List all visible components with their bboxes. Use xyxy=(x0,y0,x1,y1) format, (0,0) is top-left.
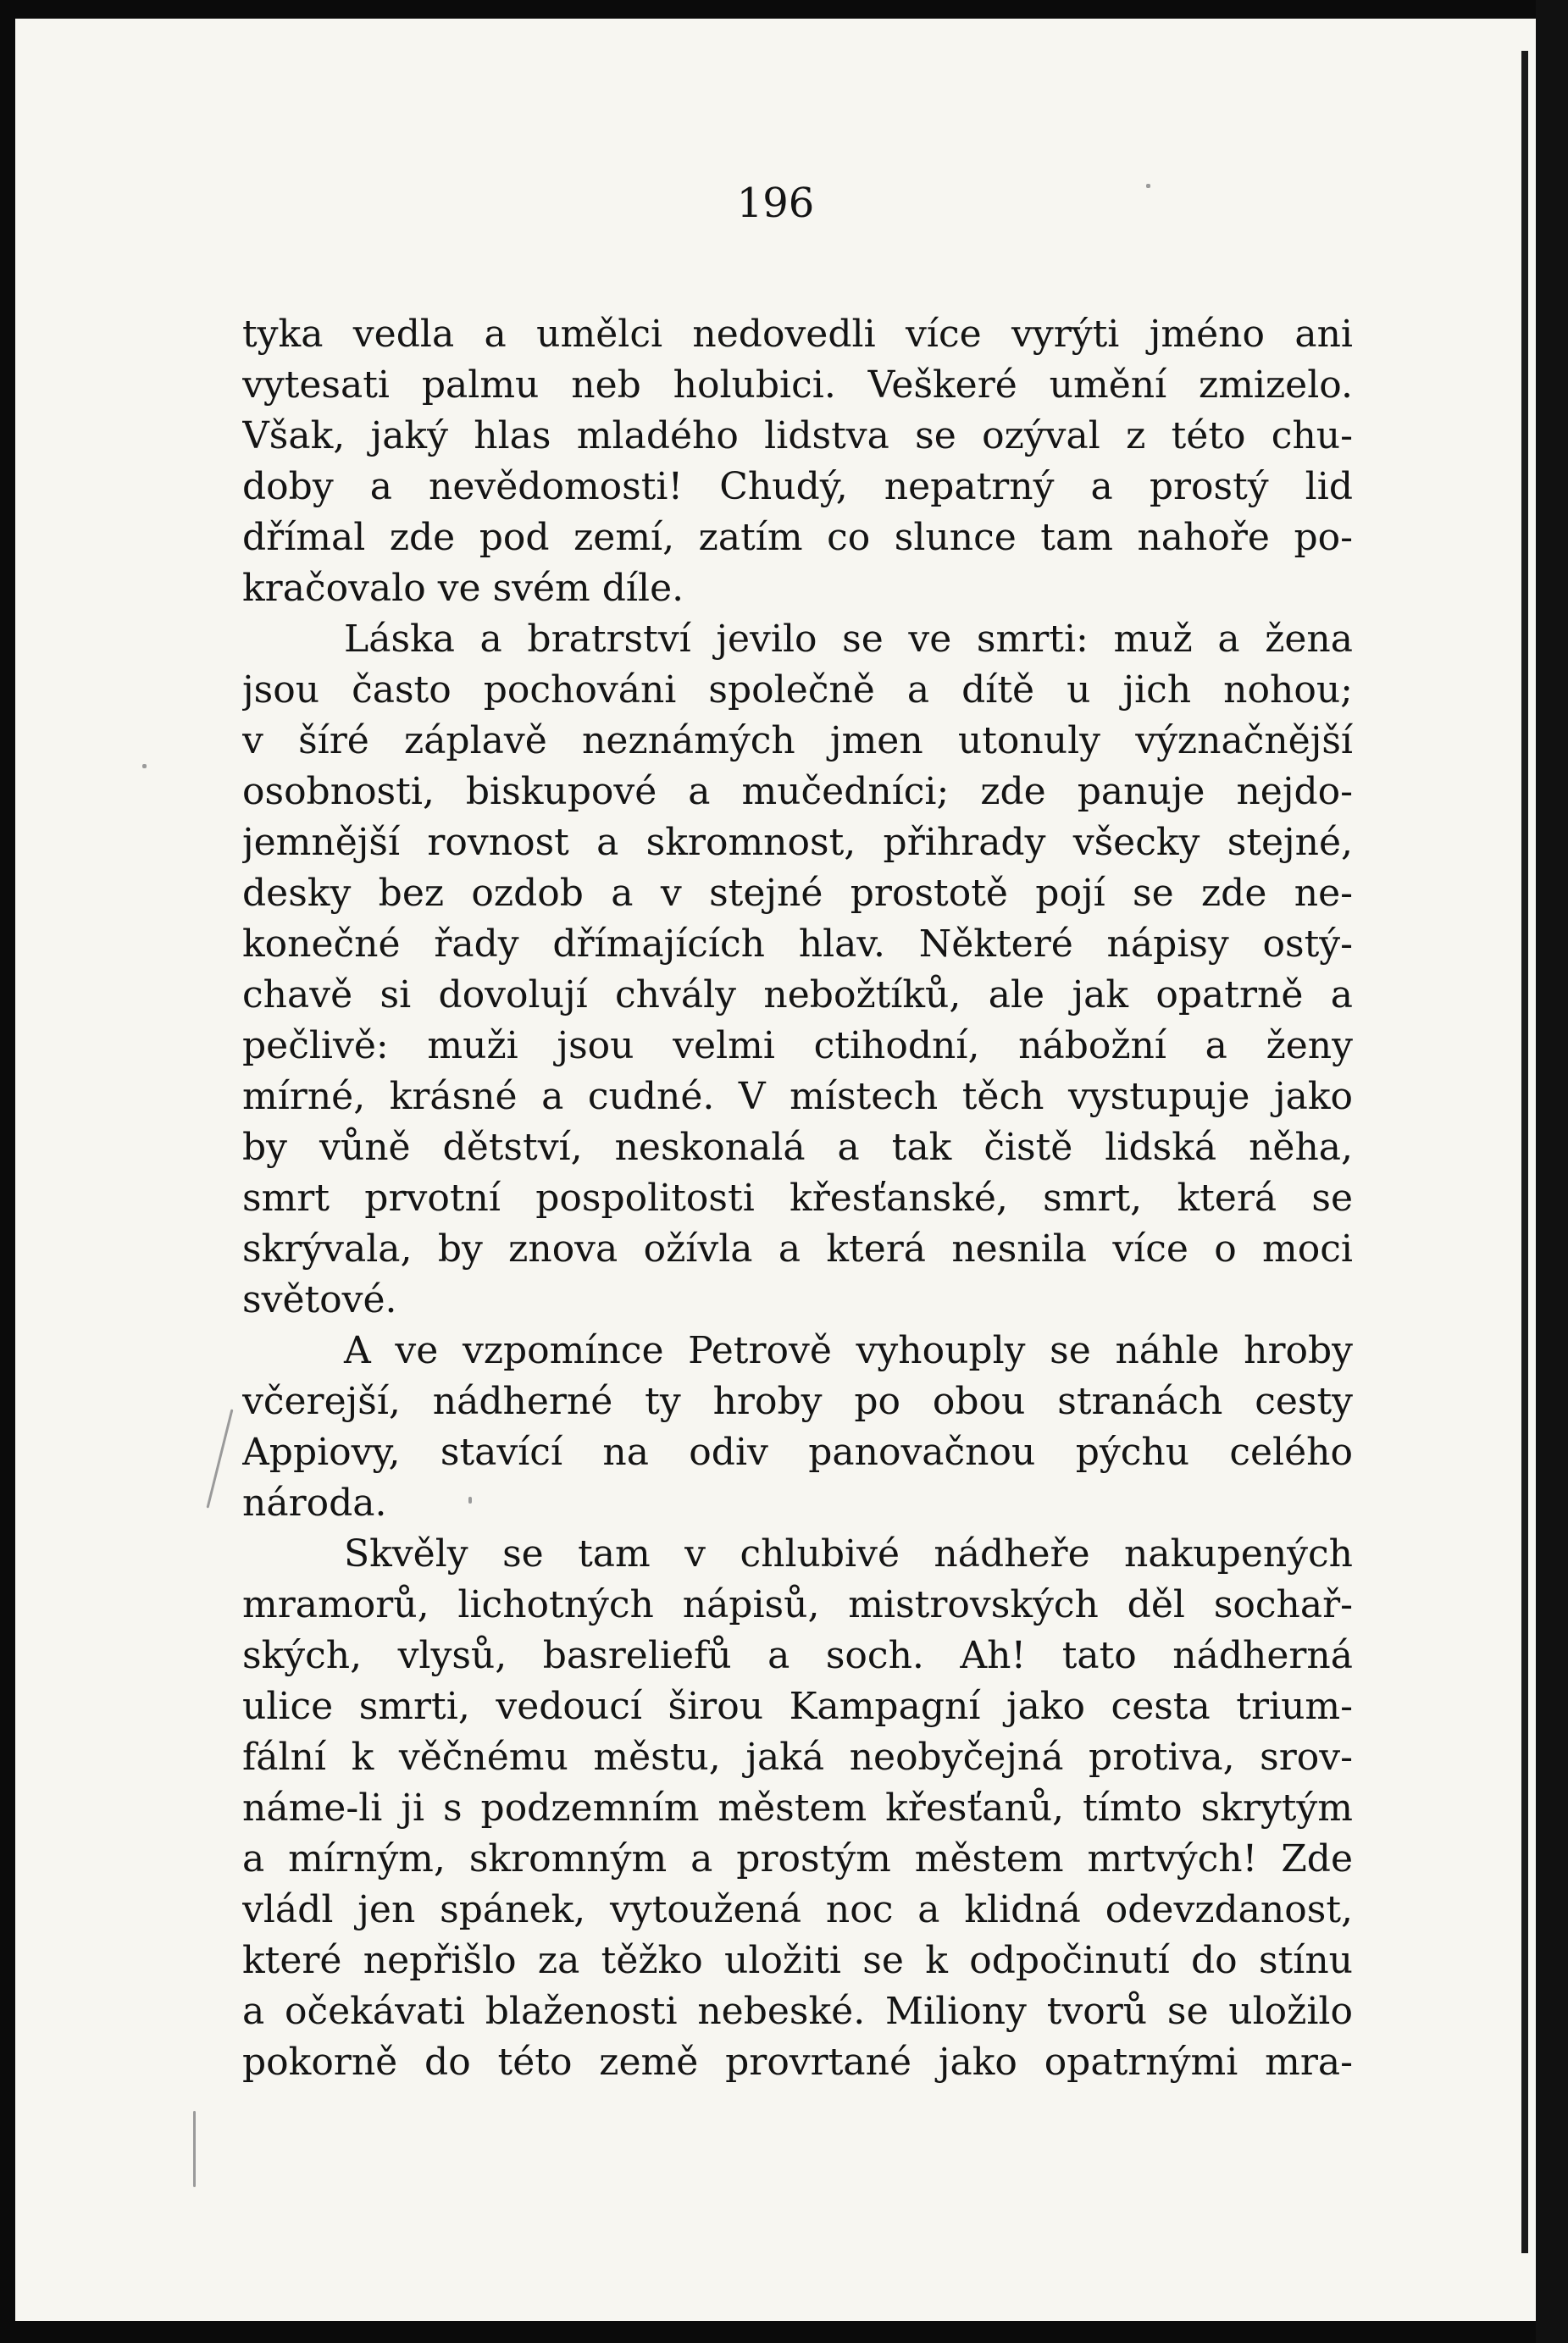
text-line: tyka vedla a umělci nedovedli více vyrýti jméno ani xyxy=(242,313,1353,356)
body-text xyxy=(242,309,1353,2088)
text-line: které nepřišlo za těžko uložiti se k odpočinutí do stínu xyxy=(242,1939,1353,1982)
text-line: ských, vlysů, basreliefů a soch. Ah! tato nádherná xyxy=(242,1634,1353,1677)
text-line: osobnosti, biskupové a mučedníci; zde panuje nejdo- xyxy=(242,770,1353,813)
text-line: smrt prvotní pospolitosti křesťanské, smrt, která se xyxy=(242,1177,1353,1220)
text-line: konečné řady dřímajících hlav. Některé nápisy ostý- xyxy=(242,922,1353,966)
text-line: pečlivě: muži jsou velmi ctihodní, nábožní a ženy xyxy=(242,1024,1353,1067)
text-line: vytesati palmu neb holubici. Veškeré umění zmizelo. xyxy=(242,363,1353,407)
text-line: ulice smrti, vedoucí širou Kampagní jako cesta trium- xyxy=(242,1685,1353,1728)
scan-edge xyxy=(1536,0,1568,2343)
text-line: fální k věčnému městu, jaká neobyčejná protiva, srov- xyxy=(242,1736,1353,1779)
scan-speck xyxy=(142,764,147,768)
scan-speck xyxy=(1146,184,1150,188)
text-line: v šíré záplavě neznámých jmen utonuly význačnější xyxy=(242,719,1353,762)
text-line: Appiovy, stavící na odiv panovačnou pýchu celého xyxy=(242,1431,1353,1474)
text-line: pokorně do této země provrtané jako opatrnými mra- xyxy=(242,2041,1353,2084)
text-line: světové. xyxy=(242,1278,397,1321)
paragraph-start-line: Láska a bratrství jevilo se ve smrti: muž a žena xyxy=(344,618,1353,661)
text-line: včerejší, nádherné ty hroby po obou stranách cesty xyxy=(242,1380,1353,1423)
text-line: vládl jen spánek, vytoužená noc a klidná odevzdanost, xyxy=(242,1888,1353,1931)
text-line: a očekávati blaženosti nebeské. Miliony tvorů se uložilo xyxy=(242,1990,1353,2033)
text-line: Však, jaký hlas mladého lidstva se ozýval z této chu- xyxy=(242,414,1353,457)
text-line: kračovalo ve svém díle. xyxy=(242,567,684,610)
text-line: národa. xyxy=(242,1482,387,1525)
text-line: jsou často pochováni společně a dítě u jich nohou; xyxy=(242,668,1353,712)
text-line: dřímal zde pod zemí, zatím co slunce tam nahoře po- xyxy=(242,516,1353,559)
text-line: skrývala, by znova ožívla a která nesnila více o moci xyxy=(242,1227,1353,1271)
text-line: chavě si dovolují chvály nebožtíků, ale jak opatrně a xyxy=(242,973,1353,1016)
text-line: doby a nevědomosti! Chudý, nepatrný a prostý lid xyxy=(242,465,1353,508)
scan-speck xyxy=(193,2111,196,2187)
text-line: desky bez ozdob a v stejné prostotě pojí se zde ne- xyxy=(242,872,1353,915)
text-line: náme-li ji s podzemním městem křesťanů, tímto skrytým xyxy=(242,1786,1353,1830)
book-page xyxy=(15,19,1536,2321)
scan-speck xyxy=(468,1497,472,1504)
scan-edge-shadow xyxy=(1521,51,1528,2253)
scan-speck xyxy=(207,1409,234,1508)
text-line: jemnější rovnost a skromnost, přihrady všecky stejné, xyxy=(242,821,1353,864)
text-line: mírné, krásné a cudné. V místech těch vystupuje jako xyxy=(242,1075,1353,1118)
paragraph-start-line: A ve vzpomínce Petrově vyhouply se náhle hroby xyxy=(344,1329,1353,1372)
text-line: a mírným, skromným a prostým městem mrtvých! Zde xyxy=(242,1837,1353,1880)
page-number: 196 xyxy=(736,180,815,227)
paragraph-start-line: Skvěly se tam v chlubivé nádheře nakupených xyxy=(344,1532,1353,1576)
text-line: mramorů, lichotných nápisů, mistrovských děl sochař- xyxy=(242,1583,1353,1626)
text-line: by vůně dětství, neskonalá a tak čistě lidská něha, xyxy=(242,1126,1353,1169)
